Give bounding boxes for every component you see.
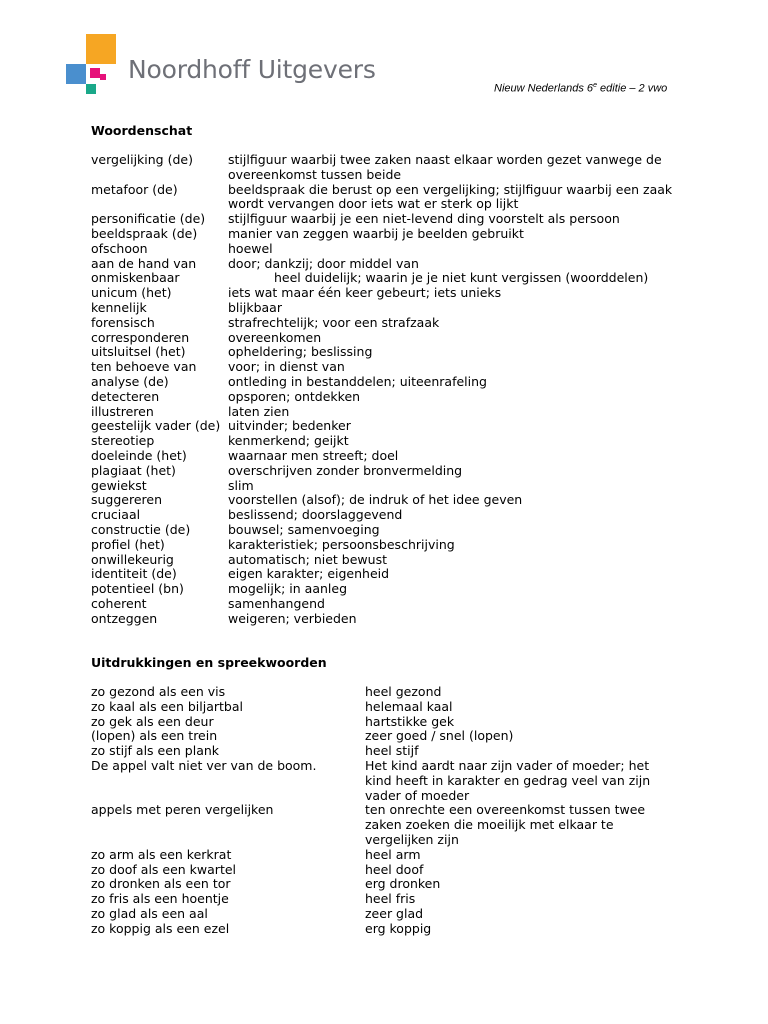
idiom-row xyxy=(91,744,711,759)
idioms-heading: Uitdrukkingen en spreekwoorden xyxy=(91,655,327,670)
vocab-row-definition: iets wat maar één keer gebeurt; iets unieks xyxy=(228,285,502,301)
vocab-row-definition: stijlfiguur waarbij je een niet-levend ding voorstelt als persoon xyxy=(228,211,620,227)
vocab-row-term: stereotiep xyxy=(91,433,155,449)
idioms-list xyxy=(91,685,711,937)
vocab-row xyxy=(91,360,711,375)
vocab-row-term: metafoor (de) xyxy=(91,181,178,197)
idiom-row xyxy=(91,863,711,878)
vocab-row xyxy=(91,464,711,479)
idiom-row xyxy=(91,685,711,700)
vocab-row xyxy=(91,257,711,272)
vocab-row xyxy=(91,390,711,405)
idiom-row-definition: Het kind aardt naar zijn vader of moeder; het kind heeft in karakter en gedrag veel van zijn vader of moeder xyxy=(365,757,651,803)
idiom-row-definition: heel stijf xyxy=(365,743,419,759)
vocab-row-term: ofschoon xyxy=(91,240,148,256)
vocab-row xyxy=(91,405,711,420)
vocab-row-definition: heel duidelijk; waarin je je niet kunt vergissen (woorddelen) xyxy=(274,270,649,286)
vocab-row-term: corresponderen xyxy=(91,329,190,345)
logo-square-pink xyxy=(90,68,100,78)
idiom-row xyxy=(91,907,711,922)
vocab-row-definition: opheldering; beslissing xyxy=(228,344,373,360)
vocab-row-term: unicum (het) xyxy=(91,285,172,301)
vocab-row-definition: beeldspraak die berust op een vergelijking; stijlfiguur waarbij een zaak wordt vervangen door iets wat er sterk op lijkt xyxy=(228,181,673,212)
vocab-row xyxy=(91,479,711,494)
vocab-row-term: coherent xyxy=(91,595,147,611)
idiom-row-term: zo gek als een deur xyxy=(91,713,214,729)
logo-square-blue xyxy=(66,64,86,84)
vocab-row xyxy=(91,419,711,434)
vocab-row-definition: karakteristiek; persoonsbeschrijving xyxy=(228,536,455,552)
vocab-row-definition: hoewel xyxy=(228,240,273,256)
vocab-row-definition: opsporen; ontdekken xyxy=(228,388,361,404)
vocab-row xyxy=(91,553,711,568)
vocab-row xyxy=(91,316,711,331)
vocab-row-term: geestelijk vader (de) xyxy=(91,418,221,434)
vocab-row xyxy=(91,493,711,508)
idiom-row-term: zo dronken als een tor xyxy=(91,876,231,892)
vocab-row-term: uitsluitsel (het) xyxy=(91,344,186,360)
vocab-row xyxy=(91,227,711,242)
idiom-row-term: zo gezond als een vis xyxy=(91,684,226,699)
vocab-row-definition: weigeren; verbieden xyxy=(228,610,357,626)
vocab-row-term: profiel (het) xyxy=(91,536,165,552)
publisher-logo xyxy=(66,34,126,94)
vocab-row-term: potentieel (bn) xyxy=(91,581,184,597)
vocab-row-term: kennelijk xyxy=(91,299,147,315)
vocab-row xyxy=(91,212,711,227)
idiom-row xyxy=(91,877,711,892)
idiom-row-term: zo fris als een hoentje xyxy=(91,891,229,907)
vocab-row xyxy=(91,331,711,346)
vocab-row-definition: mogelijk; in aanleg xyxy=(228,581,348,597)
vocab-heading: Woordenschat xyxy=(91,123,193,138)
vocab-row xyxy=(91,538,711,553)
idiom-row-definition: heel arm xyxy=(365,846,421,862)
idiom-row xyxy=(91,715,711,730)
idiom-row xyxy=(91,892,711,907)
vocab-row xyxy=(91,612,711,627)
idiom-row-term: zo glad als een aal xyxy=(91,905,208,921)
vocab-row-term: onmiskenbaar xyxy=(91,270,180,286)
vocab-row-term: ontzeggen xyxy=(91,610,158,626)
vocab-row-definition: voor; in dienst van xyxy=(228,359,345,375)
vocab-row xyxy=(91,567,711,582)
idiom-row-definition: zeer goed / snel (lopen) xyxy=(365,728,514,744)
vocab-row-term: beeldspraak (de) xyxy=(91,225,198,241)
vocab-row-definition: ontleding in bestanddelen; uiteenrafeling xyxy=(228,373,487,389)
vocab-row-definition: eigen karakter; eigenheid xyxy=(228,566,390,582)
vocab-row xyxy=(91,582,711,597)
vocab-row-term: detecteren xyxy=(91,388,160,404)
logo-square-pink-small xyxy=(100,74,106,80)
vocab-row-definition: beslissend; doorslaggevend xyxy=(228,507,403,523)
vocab-row xyxy=(91,434,711,449)
vocab-row-term: doeleinde (het) xyxy=(91,447,187,463)
idiom-row xyxy=(91,729,711,744)
vocab-row-term: personificatie (de) xyxy=(91,211,206,227)
idiom-row-definition: heel doof xyxy=(365,861,424,877)
idiom-row-term: zo koppig als een ezel xyxy=(91,920,230,936)
vocab-row-definition: automatisch; niet bewust xyxy=(228,551,387,567)
vocab-row xyxy=(91,508,711,523)
vocab-row-term: plagiaat (het) xyxy=(91,462,176,478)
vocab-row-term: onwillekeurig xyxy=(91,551,174,567)
vocab-list xyxy=(91,153,711,627)
vocab-row-term: identiteit (de) xyxy=(91,566,177,582)
idiom-row-definition: hartstikke gek xyxy=(365,713,455,729)
vocab-row-definition: voorstellen (alsof); de indruk of het idee geven xyxy=(228,492,523,508)
idiom-row xyxy=(91,922,711,937)
vocab-row-definition: kenmerkend; geijkt xyxy=(228,433,349,449)
vocab-row-term: illustreren xyxy=(91,403,154,419)
vocab-row-term: gewiekst xyxy=(91,477,147,493)
vocab-row xyxy=(91,375,711,390)
vocab-row-term: suggereren xyxy=(91,492,163,508)
idiom-row-definition: heel fris xyxy=(365,891,416,907)
vocab-row xyxy=(91,597,711,612)
logo-square-orange xyxy=(86,34,116,64)
publisher-name: Noordhoff Uitgevers xyxy=(128,55,376,84)
idiom-row-term: De appel valt niet ver van de boom. xyxy=(91,757,317,773)
vocab-row-definition: samenhangend xyxy=(228,595,325,611)
idiom-row-definition: erg koppig xyxy=(365,920,432,936)
idiom-row-term: zo doof als een kwartel xyxy=(91,861,237,877)
vocab-row xyxy=(91,183,711,213)
vocab-row-term: forensisch xyxy=(91,314,155,330)
vocab-row-term: vergelijking (de) xyxy=(91,152,193,167)
vocab-row-definition: bouwsel; samenvoeging xyxy=(228,521,380,537)
edition-label: Nieuw Nederlands 6e editie – 2 vwo xyxy=(494,82,668,95)
vocab-row-term: aan de hand van xyxy=(91,255,197,271)
vocab-row-definition: waarnaar men streeft; doel xyxy=(228,447,399,463)
vocab-row-definition: stijlfiguur waarbij twee zaken naast elkaar worden gezet vanwege de overeenkomst tussen beide xyxy=(228,152,662,182)
vocab-row-definition: overschrijven zonder bronvermelding xyxy=(228,462,463,478)
vocab-row xyxy=(91,301,711,316)
idiom-row xyxy=(91,759,711,803)
vocab-row-definition: manier van zeggen waarbij je beelden gebruikt xyxy=(228,225,524,241)
vocab-row-definition: door; dankzij; door middel van xyxy=(228,255,419,271)
idiom-row-term: zo stijf als een plank xyxy=(91,743,220,759)
vocab-row xyxy=(91,153,711,183)
idiom-row-term: appels met peren vergelijken xyxy=(91,802,274,818)
logo-square-green xyxy=(86,84,96,94)
vocab-row-definition: overeenkomen xyxy=(228,329,322,345)
idiom-row-definition: heel gezond xyxy=(365,684,442,699)
vocab-row-definition: uitvinder; bedenker xyxy=(228,418,351,434)
vocab-row-definition: laten zien xyxy=(228,403,290,419)
idiom-row-term: zo arm als een kerkrat xyxy=(91,846,232,862)
vocab-row-term: cruciaal xyxy=(91,507,141,523)
vocab-row xyxy=(91,345,711,360)
vocab-row xyxy=(91,271,711,286)
vocab-row xyxy=(91,523,711,538)
vocab-row xyxy=(91,286,711,301)
vocab-row-term: ten behoeve van xyxy=(91,359,197,375)
idiom-row-term: (lopen) als een trein xyxy=(91,728,218,744)
vocab-row-definition: slim xyxy=(228,477,254,493)
vocab-row-term: constructie (de) xyxy=(91,521,191,537)
idiom-row-definition: helemaal kaal xyxy=(365,698,453,714)
idiom-row xyxy=(91,848,711,863)
vocab-row xyxy=(91,242,711,257)
idiom-row xyxy=(91,803,711,847)
idiom-row-definition: zeer glad xyxy=(365,905,424,921)
vocab-row-definition: blijkbaar xyxy=(228,299,282,315)
idiom-row xyxy=(91,700,711,715)
vocab-row xyxy=(91,449,711,464)
vocab-row-definition: strafrechtelijk; voor een strafzaak xyxy=(228,314,440,330)
idiom-row-term: zo kaal als een biljartbal xyxy=(91,698,243,714)
idiom-row-definition: ten onrechte een overeenkomst tussen twee zaken zoeken die moeilijk met elkaar te vergelijken zijn xyxy=(365,802,646,847)
idiom-row-definition: erg dronken xyxy=(365,876,441,892)
vocab-row-term: analyse (de) xyxy=(91,373,169,389)
